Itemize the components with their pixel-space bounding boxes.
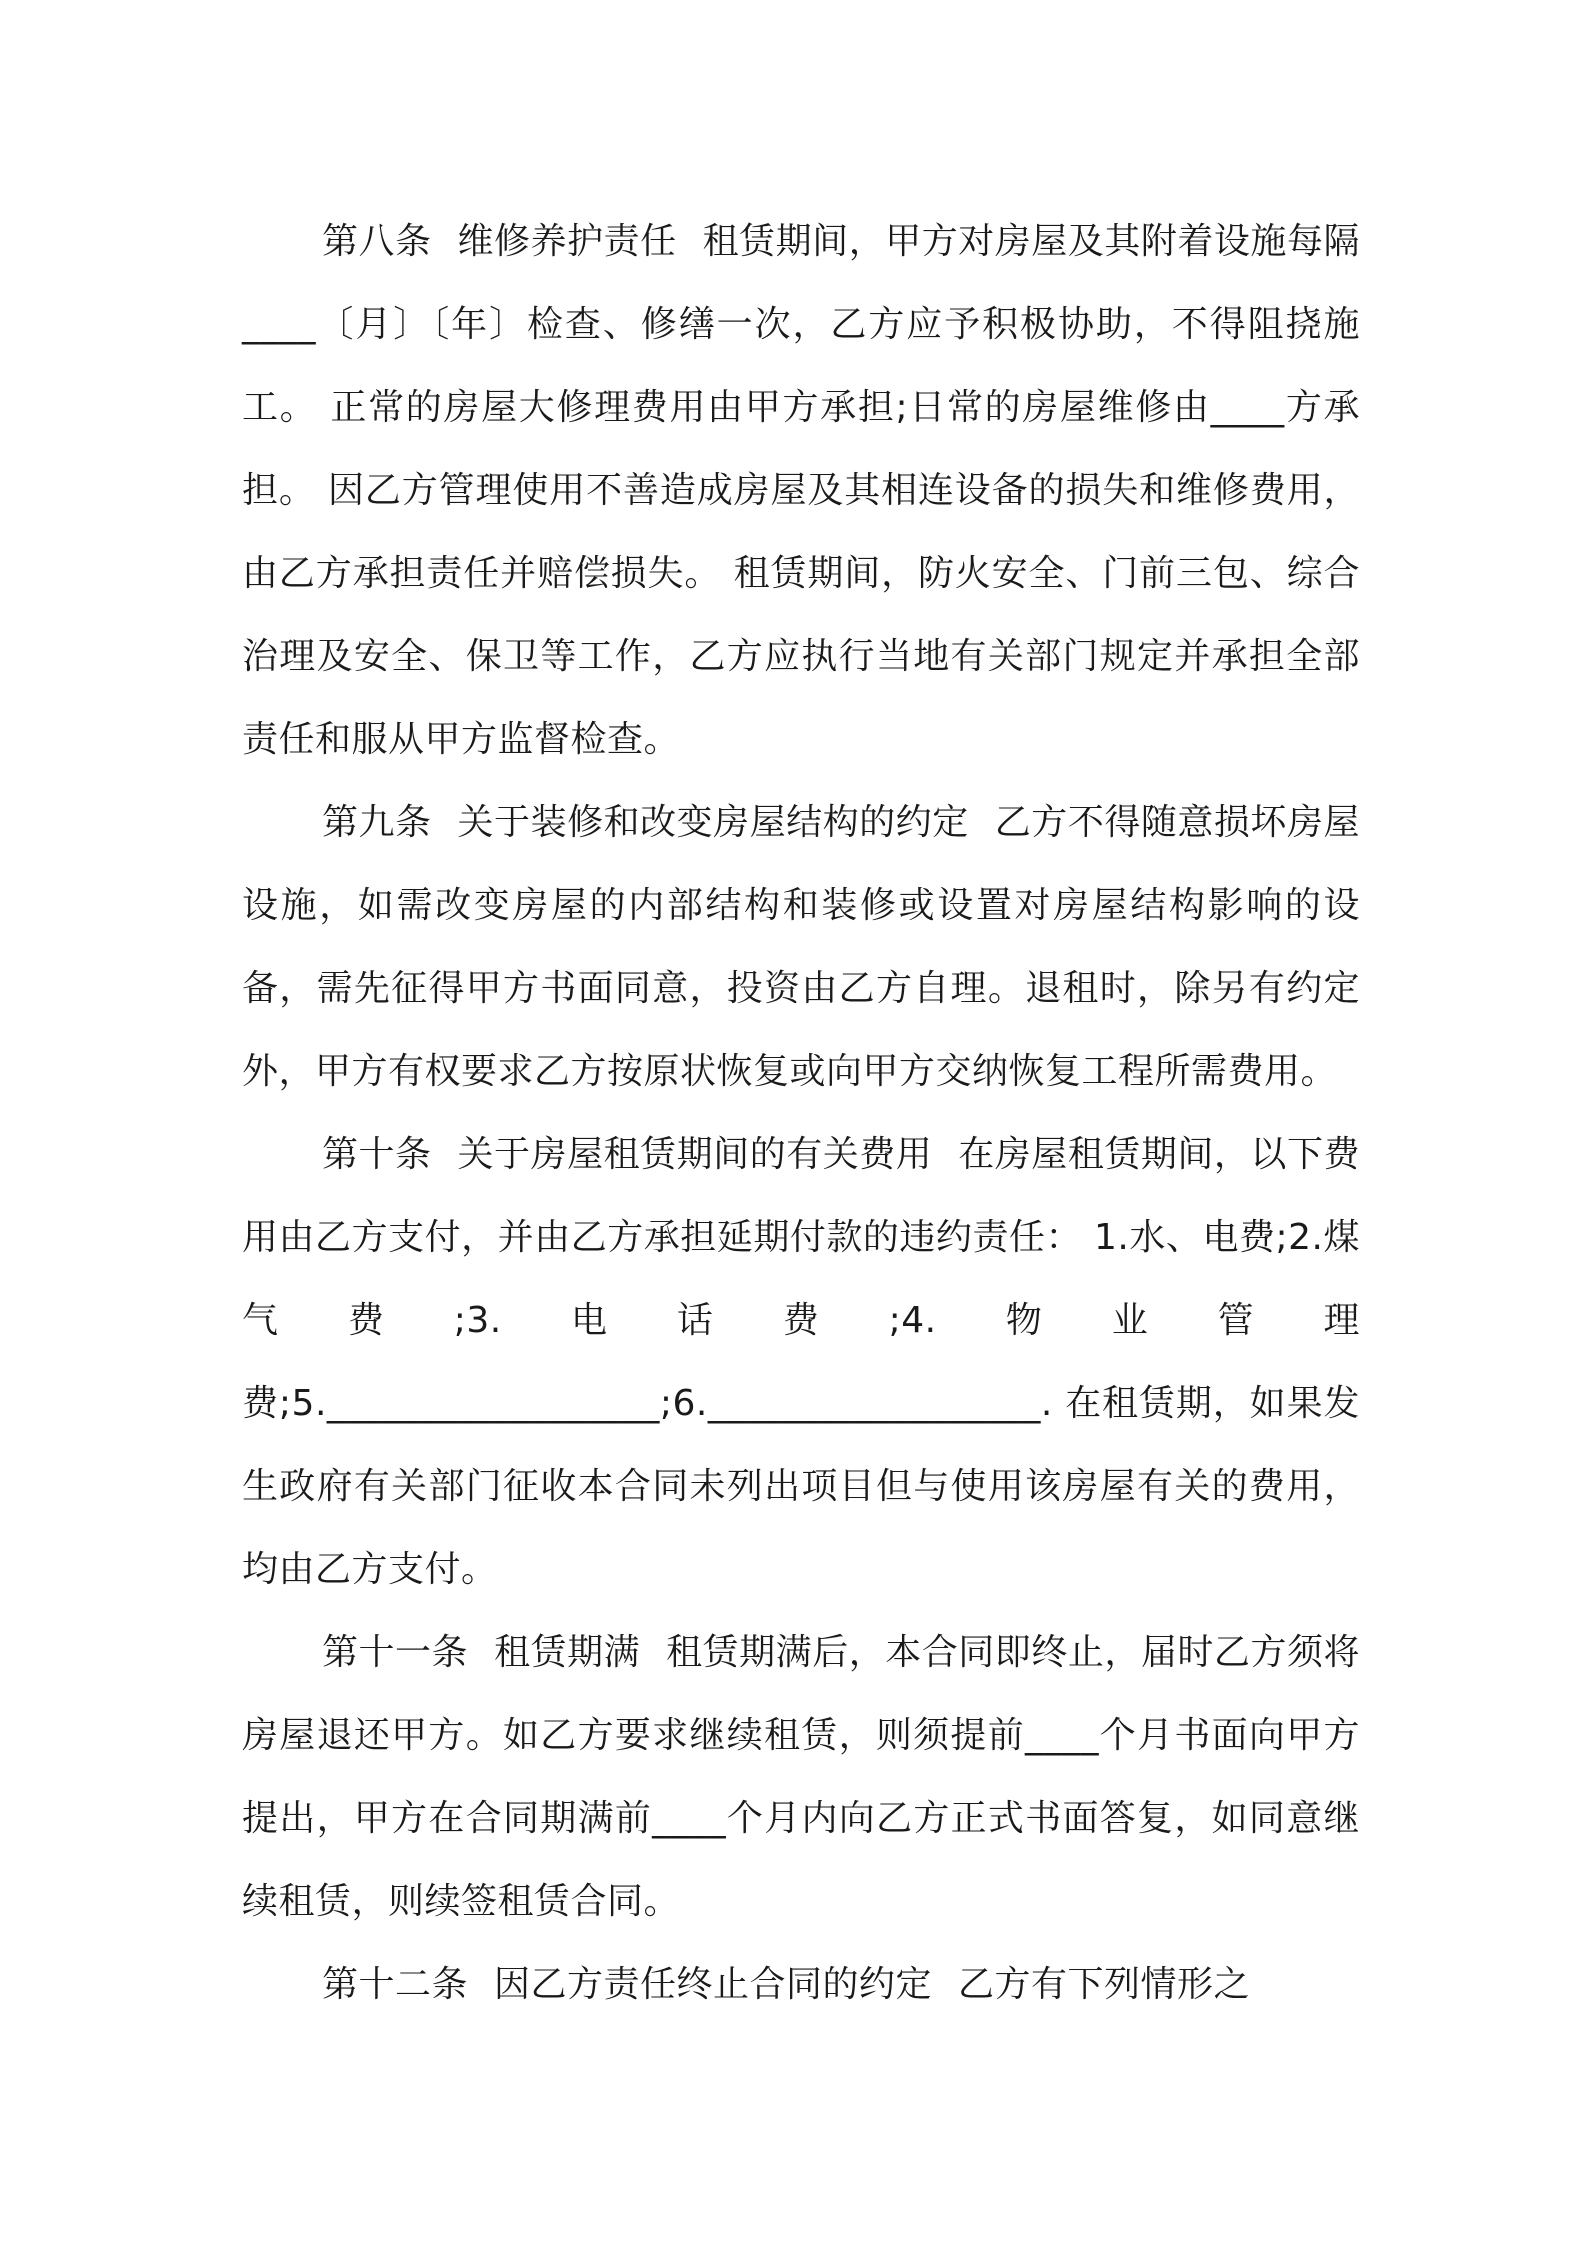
- clause-12-body: 乙方有下列情形之: [957, 1964, 1250, 2005]
- clause-12-title: 因乙方责任终止合同的约定: [493, 1964, 932, 2005]
- clause-10-title: 关于房屋租赁期间的有关费用: [457, 1134, 933, 1175]
- clause-11-number: 第十一条: [322, 1632, 469, 1673]
- clause-8-body: 租赁期间，甲方对房屋及其附着设施每隔 ____〔月〕〔年〕检查、修缮一次，乙方应予积极协助，不得阻挠施工。 正常的房屋大修理费用由甲方承担;日常的房屋维修由____方承担。 因乙方管理使用不善造成房屋及其相连设备的损失和维修费用，由乙方承担责任并赔偿损失。 租赁期间，防火安全、门前三包、综合治理及安全、保卫等工作，乙方应执行当地有关部门规定并承担全部责任和服从甲方监督检查。: [242, 221, 1360, 760]
- clause-9-body: 乙方不得随意损坏房屋设施，如需改变房屋的内部结构和装修或设置对房屋结构影响的设备，需先征得甲方书面同意，投资由乙方自理。退租时，除另有约定外，甲方有权要求乙方按原状恢复或向甲方交纳恢复工程所需费用。: [242, 802, 1360, 1092]
- clause-11-body: 租赁期满后，本合同即终止，届时乙方须将房屋退还甲方。如乙方要求继续租赁，则须提前____个月书面向甲方提出，甲方在合同期满前____个月内向乙方正式书面答复，如同意继续租赁，则续签租赁合同。: [242, 1632, 1360, 1922]
- clause-9-number: 第九条: [322, 802, 432, 843]
- clause-9: [242, 781, 1360, 1113]
- clause-12: [242, 1943, 1360, 2026]
- contract-body: [242, 200, 1360, 2026]
- clause-10: [242, 1113, 1360, 1611]
- clause-8-title: 维修养护责任: [457, 221, 677, 262]
- clause-10-body: 在房屋租赁期间，以下费用由乙方支付，并由乙方承担延期付款的违约责任： 1.水、电费;2.煤气费;3.电话费;4.物业管理费;5.__________________;6.__________________. 在租赁期，如果发生政府有关部门征收本合同未列出项目但与使用该房屋有关的费用，均由乙方支付。: [242, 1134, 1360, 1590]
- clause-11: [242, 1611, 1360, 1943]
- clause-11-title: 租赁期满: [494, 1632, 641, 1673]
- clause-10-number: 第十条: [322, 1134, 432, 1175]
- clause-8-number: 第八条: [322, 221, 432, 262]
- clause-12-number: 第十二条: [322, 1964, 469, 2005]
- clause-8: [242, 200, 1360, 781]
- clause-9-title: 关于装修和改变房屋结构的约定: [457, 802, 969, 843]
